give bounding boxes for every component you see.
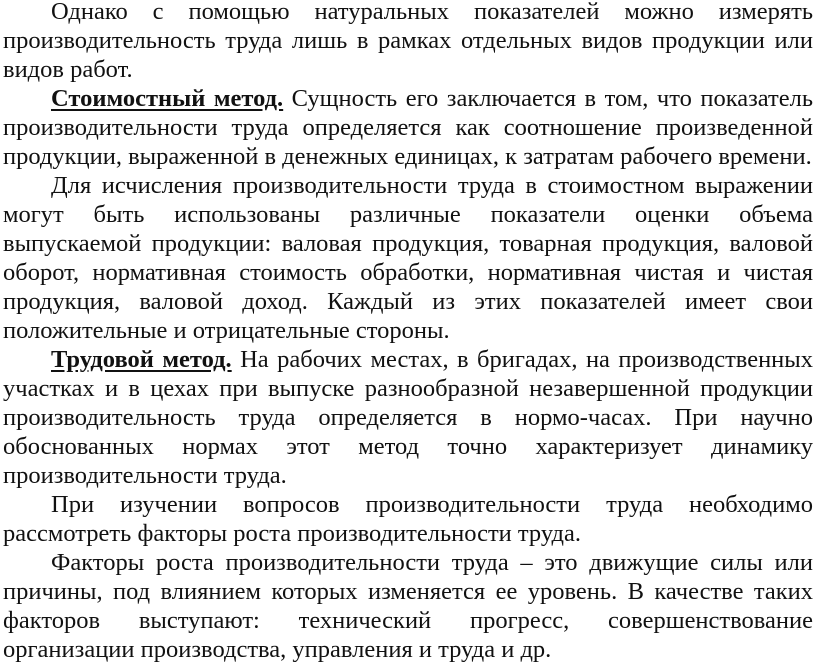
cost-method-text: Сущность его заключается в том, что показатель производительности труда определяется как соотношение произведенной продукции, выраженной в денежных единицах, к затратам рабочего времени. [3, 85, 813, 170]
term-cost-method: Стоимостный метод. [51, 85, 284, 112]
paragraph-labor-method [3, 345, 813, 490]
labor-method-text: На рабочих местах, в бригадах, на производственных участках и в цехах при выпуске разнообразной незавершенной продукции производительность труда определяется в нормо-часах. При научно обоснованных нормах этот метод точно характеризует динамику производительности труда. [3, 346, 814, 489]
term-labor-method: Трудовой метод. [51, 346, 232, 373]
paragraph-cost-indicators: Для исчисления производительности труда в стоимостном выражении могут быть использованы различные показатели оценки объема выпускаемой продукции: валовая продукция, товарная продукция, валовой оборот, нормативная стоимость обработки, нормативная чистая и чистая продукция, валовой доход. Каждый из этих показателей имеет свои положительные и отрицательные стороны. [3, 172, 813, 344]
paragraph-cost-method [3, 84, 813, 171]
paragraph-natural-indicators: Однако с помощью натуральных показателей можно измерять производительность труда лишь в рамках отдельных видов продукции или видов работ. [3, 0, 813, 83]
paragraph-growth-factors-intro: При изучении вопросов производительности труда необходимо рассмотреть факторы роста производительности труда. [3, 491, 813, 547]
paragraph-growth-factors-definition: Факторы роста производительности труда – это движущие силы или причины, под влиянием которых изменяется ее уровень. В качестве таких факторов выступают: технический прогресс, совершенствование организации производства, управления и труда и др. [3, 549, 813, 663]
